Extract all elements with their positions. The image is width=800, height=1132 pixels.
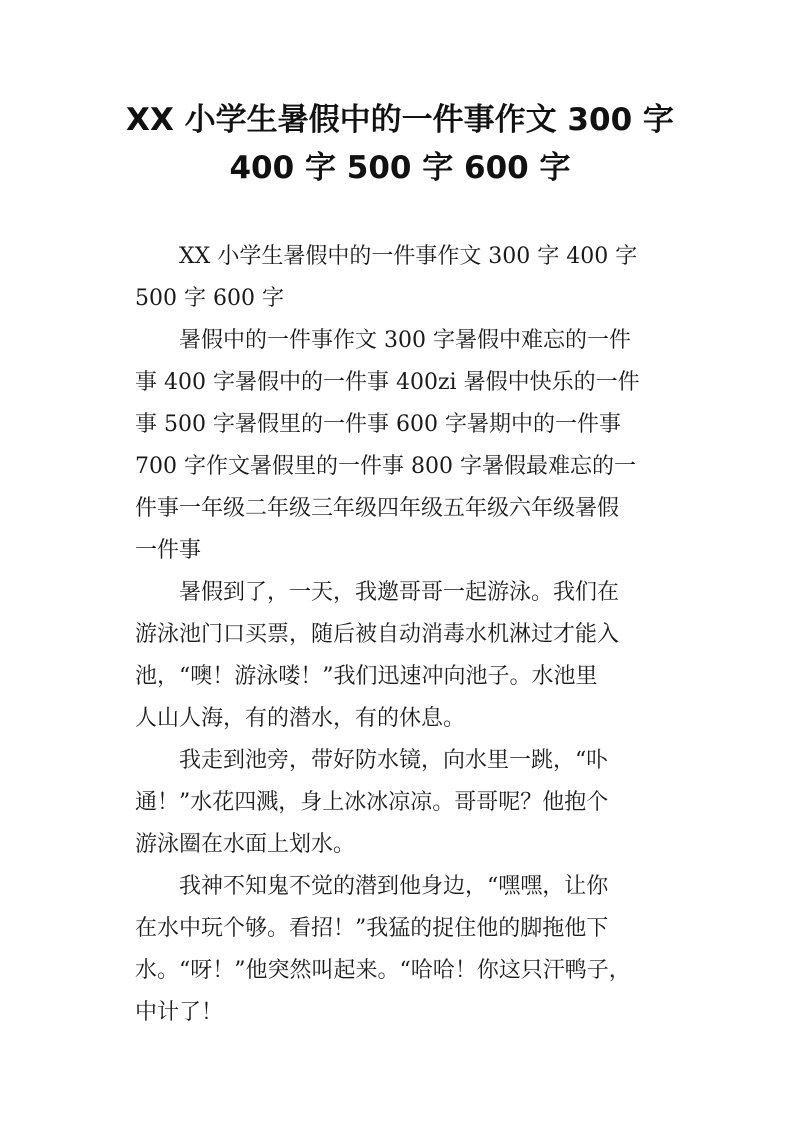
paragraph-5: 我神不知鬼不觉的潜到他身边，“嘿嘿，让你 在水中玩个够。看招！”我猛的捉住他的脚拖他下 水。“呀！”他突然叫起来。“哈哈！你这只汗鸭子， 中计了！ — [135, 874, 631, 1025]
paragraph-4: 我走到池旁，带好防水镜，向水里一跳，“卟 通！”水花四溅，身上冰冰凉凉。哥哥呢？他抱个 游泳圈在水面上划水。 — [135, 748, 609, 857]
title-line-1: XX 小学生暑假中的一件事作文 300 字 — [126, 102, 674, 138]
paragraph-3: 暑假到了，一天，我邀哥哥一起游泳。我们在 游泳池门口买票，随后被自动消毒水机淋过才能入 池，“噢！游泳喽！”我们迅速冲向池子。水池里 人山人海，有的潜水，有的休息。 — [135, 580, 620, 731]
paragraph-2: 暑假中的一件事作文 300 字暑假中难忘的一件 事 400 字暑假中的一件事 400zi 暑假中快乐的一件 事 500 字暑假里的一件事 600 字暑期中的一件事 700 字作文暑假里的一件事 800 字暑假最难忘的一 件事一年级二年级三年级四年级五年级六年级暑假 一件事 — [135, 328, 640, 563]
document-body — [135, 236, 670, 1034]
paragraph-1: XX 小学生暑假中的一件事作文 300 字 400 字 500 字 600 字 — [135, 244, 638, 311]
title-line-2: 400 字 500 字 600 字 — [229, 150, 571, 186]
document-title — [100, 96, 700, 192]
